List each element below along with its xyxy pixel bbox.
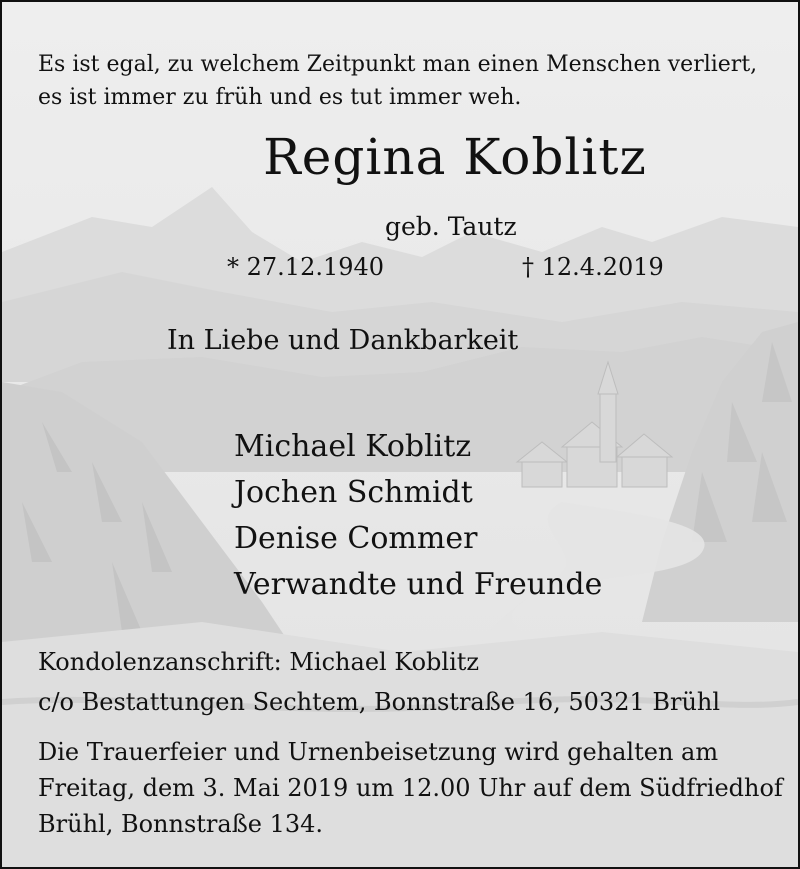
mourners-list — [234, 424, 602, 608]
condolence-address-line-1: Kondolenzanschrift: Michael Koblitz — [38, 648, 480, 676]
service-info-line-1: Die Trauerfeier und Urnenbeisetzung wird gehalten am — [38, 738, 719, 766]
service-info-line-2: Freitag, dem 3. Mai 2019 um 12.00 Uhr auf dem Südfriedhof — [38, 774, 783, 802]
deceased-name: Regina Koblitz — [263, 128, 647, 186]
service-info-line-3: Brühl, Bonnstraße 134. — [38, 810, 323, 838]
condolence-address-line-2: c/o Bestattungen Sechtem, Bonnstraße 16, 50321 Brühl — [38, 688, 721, 716]
mourner-name: Jochen Schmidt — [234, 475, 473, 510]
death-date: † 12.4.2019 — [522, 253, 664, 281]
quote-line-1: Es ist egal, zu welchem Zeitpunkt man einen Menschen verliert, — [38, 52, 758, 77]
mourner-name: Michael Koblitz — [234, 429, 472, 464]
dedication-text: In Liebe und Dankbarkeit — [167, 325, 519, 356]
mourner-name: Verwandte und Freunde — [234, 567, 603, 602]
birth-date: * 27.12.1940 — [227, 253, 385, 281]
quote-line-2: es ist immer zu früh und es tut immer weh. — [38, 85, 522, 110]
maiden-name: geb. Tautz — [385, 212, 517, 241]
mourner-name: Denise Commer — [234, 521, 478, 556]
